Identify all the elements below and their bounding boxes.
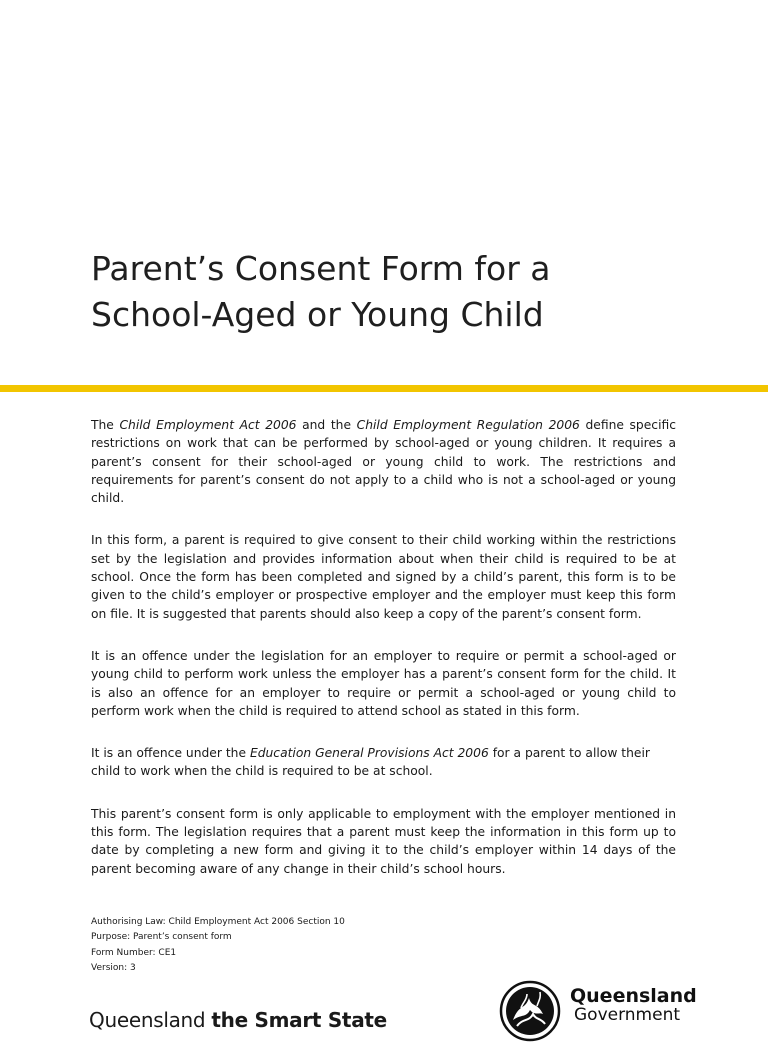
logo-queensland: Queensland <box>570 985 697 1007</box>
p1-text-c: define specific restrictions on work that can be performed by school-aged or young children. It requires a parent’s consent for their school-aged or young child to work. The restrictions and requirements for parent’s consent do not apply to a child who is not a school-aged or young child. <box>91 418 676 506</box>
act-title-child-employment-regulation: Child Employment Regulation 2006 <box>356 418 580 432</box>
page-title <box>91 246 691 338</box>
authorising-law: Authorising Law: Child Employment Act 2006 Section 10 <box>91 917 345 927</box>
slogan-bold: the Smart State <box>211 1008 387 1032</box>
body-text <box>91 416 676 902</box>
queensland-government-crest-icon <box>499 980 561 1042</box>
slogan-light: Queensland <box>89 1008 212 1032</box>
paragraph-applicability: This parent’s consent form is only applicable to employment with the employer mentioned in this form. The legislation requires that a parent must keep the information in this form up to date by completing a new form and giving it to the child’s employer within 14 days of the parent becoming aware of any change in their child’s school hours. <box>91 806 676 876</box>
title-line-2: School-Aged or Young Child <box>91 295 544 334</box>
form-version: Version: 3 <box>91 962 136 973</box>
yellow-divider <box>0 385 768 392</box>
logo-government: Government <box>574 1005 681 1025</box>
side-print-code <box>752 1010 760 1020</box>
paragraph-employer-offence: It is an offence under the legislation for an employer to require or permit a school-aged or young child to perform work unless the employer has a parent’s consent form for the child. It is also an offence for an employer to require or permit a school-aged or young child to perform work when the child is required to attend school as stated in this form. <box>91 648 676 718</box>
form-number: Form Number: CE1 <box>91 947 177 958</box>
smart-state-slogan <box>89 1008 387 1032</box>
act-title-child-employment-act: Child Employment Act 2006 <box>119 418 297 432</box>
queensland-government-logo <box>499 980 697 1025</box>
form-purpose: Purpose: Parent’s consent form <box>91 932 232 943</box>
form-metadata <box>91 915 491 976</box>
p4-text-b: for a parent to allow their child to work when the child is required to be at school. <box>91 746 650 779</box>
paragraph-parent-offence <box>91 744 676 781</box>
p1-text-a: The <box>91 418 120 432</box>
p1-text-b: and the <box>296 418 357 432</box>
title-line-1: Parent’s Consent Form for a <box>91 249 551 288</box>
p4-text-a: It is an offence under the <box>91 746 250 761</box>
paragraph-intro <box>91 416 676 507</box>
paragraph-form-purpose: In this form, a parent is required to give consent to their child working within the restrictions set by the legislation and provides information about when their child is required to be at school. Once the form has been completed and signed by a child’s parent, this form is to be given to the child’s employer or prospective employer and the employer must keep this form on file. It is suggested that parents should also keep a copy of the parent’s consent form. <box>91 533 676 621</box>
act-title-education-general-provisions: Education General Provisions Act 2006 <box>249 746 489 761</box>
